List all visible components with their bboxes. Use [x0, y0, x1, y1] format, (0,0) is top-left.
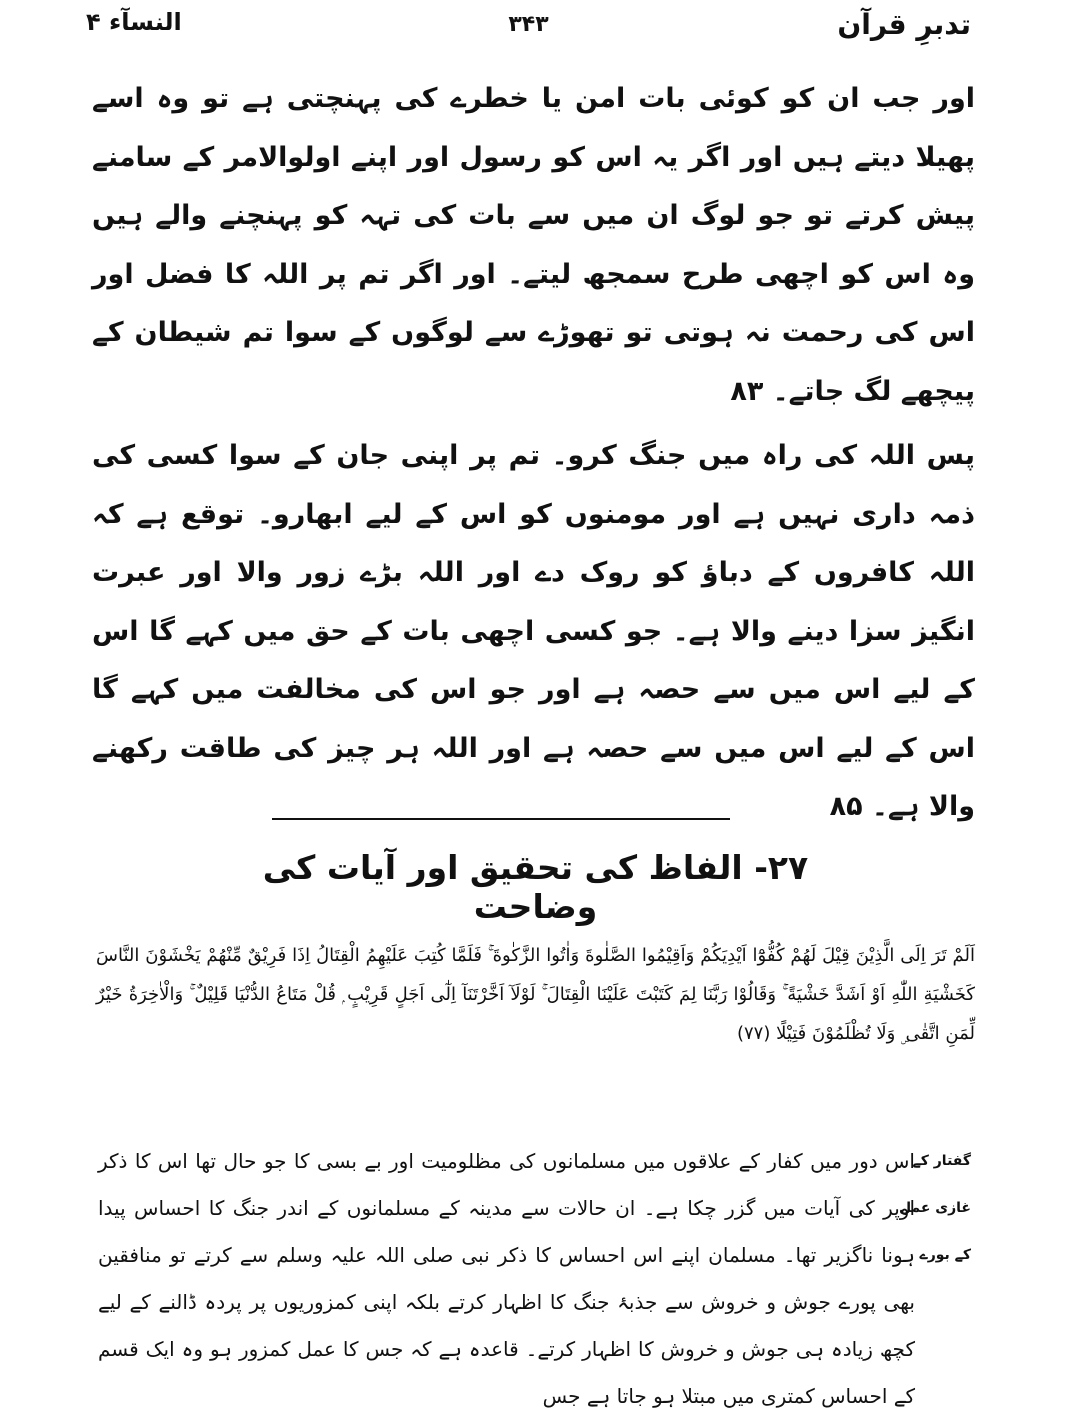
translation-block: [92, 70, 975, 837]
page-number: ۳۴۳: [508, 12, 549, 37]
margin-note-line: گفتار کے: [912, 1153, 971, 1169]
section-heading: ۲۷- الفاظ کی تحقیق اور آیات کی وضاحت: [262, 848, 809, 926]
margin-note-line: غازی عمل: [898, 1200, 971, 1216]
arabic-verse-text: اَلَمْ تَرَ اِلَى الَّذِيْنَ قِيْلَ لَهُمْ كُفُّوْٓا اَيْدِيَكُمْ وَاَقِيْمُوا الصَّلٰوةَ وَاٰتُوا الزَّكٰوةَ ۚ فَلَمَّا كُتِبَ عَلَيْهِمُ الْقِتَالُ اِذَا فَرِيْقٌ مِّنْهُمْ يَخْشَوْنَ النَّاسَ كَخَشْيَةِ اللّٰهِ اَوْ اَشَدَّ خَشْيَةً ۚ وَقَالُوْا رَبَّنَا لِمَ كَتَبْتَ عَلَيْنَا الْقِتَالَ ۚ لَوْلَآ اَخَّرْتَنَآ اِلٰٓى اَجَلٍ قَرِيْبٍ ۭ قُلْ مَتَاعُ الدُّنْيَا قَلِيْلٌ ۚ وَالْاٰخِرَةُ خَيْرٌ لِّمَنِ اتَّقٰى ۣ وَلَا تُظْلَمُوْنَ فَتِيْلًا (۷۷): [96, 945, 975, 1044]
translation-paragraph: اور جب ان کو کوئی بات امن یا خطرے کی پہنچتی ہے تو وہ اسے پھیلا دیتے ہیں اور اگر یہ اس کو رسول اور اپنے اولوالامر کے سامنے پیش کرتے تو جو لوگ ان میں سے بات کی تہہ کو پہنچنے والے ہیں وہ اس کو اچھی طرح سمجھ لیتے۔ اور اگر تم پر اللہ کا فضل اور اس کی رحمت نہ ہوتی تو تھوڑے سے لوگوں کے سوا تم شیطان کے پیچھے لگ جاتے۔ ۸۳: [92, 83, 975, 407]
section-divider: [272, 818, 730, 820]
running-head: [86, 8, 971, 48]
book-title: تدبرِ قرآن: [837, 8, 971, 41]
commentary-paragraph: اس دور میں کفار کے علاقوں میں مسلمانوں کی مظلومیت اور بے بسی کا جو حال تھا اس کا ذکر اوپر کی آیات میں گزر چکا ہے۔ ان حالات سے مدینہ کے مسلمانوں کے اندر جنگ کا احساس پیدا ہونا ناگزیر تھا۔ مسلمان اپنے اس احساس کا ذکر نبی صلی اللہ علیہ وسلم سے کرتے تو منافقین بھی پورے جوش و خروش سے جذبۂ جنگ کا اظہار کرتے بلکہ اپنی کمزوریوں پر پردہ ڈالنے کے لیے کچھ زیادہ ہی جوش و خروش کا اظہار کرتے۔ قاعدہ ہے کہ جس کا عمل کمزور ہو وہ ایک قسم کے احساس کمتری میں مبتلا ہو جاتا ہے جس: [98, 1149, 915, 1408]
margin-note-line: کے بورے: [919, 1247, 971, 1263]
surah-name: النسآء ۴: [86, 8, 182, 36]
translation-paragraph: پس اللہ کی راہ میں جنگ کرو۔ تم پر اپنی جان کے سوا کسی کی ذمہ داری نہیں ہے اور مومنوں کو اس کے لیے ابھارو۔ توقع ہے کہ اللہ کافروں کے دباؤ کو روک دے اور اللہ بڑے زور والا اور عبرت انگیز سزا دینے والا ہے۔ جو کسی اچھی بات کے حق میں کہے گا اس کے لیے اس میں سے حصہ ہے اور جو اس کی مخالفت میں کہے گا اس کے لیے اس میں سے حصہ ہے اور اللہ ہر چیز کی طاقت رکھنے والا ہے۔ ۸۵: [92, 440, 975, 822]
margin-note: [898, 1138, 971, 1279]
